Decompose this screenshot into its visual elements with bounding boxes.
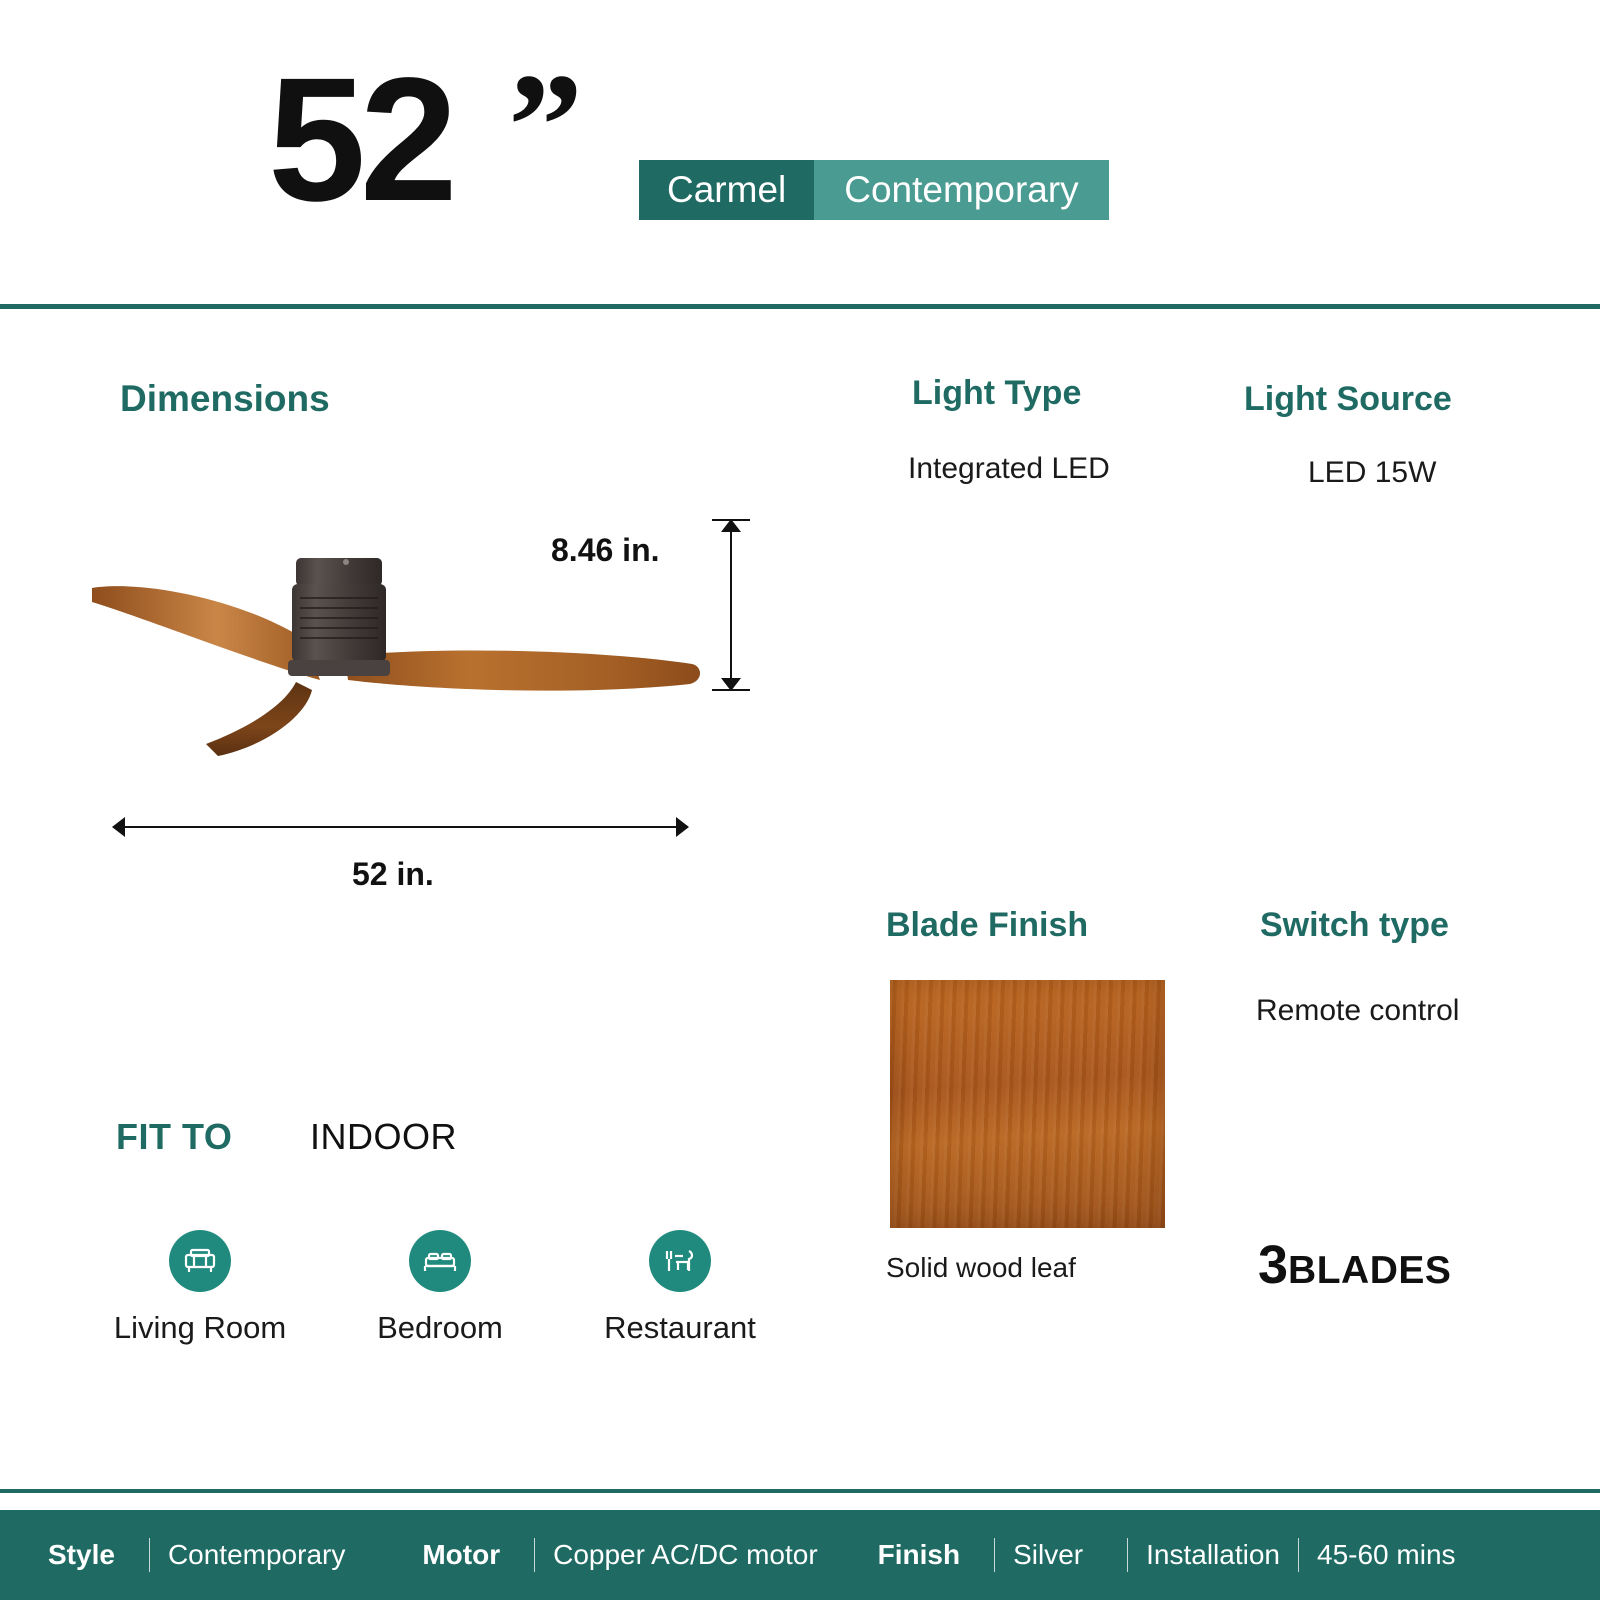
- room-label: Bedroom: [377, 1310, 503, 1345]
- footer-key-style: Style: [48, 1539, 115, 1570]
- footer-spec-bar: [0, 1510, 1600, 1600]
- bed-icon: [409, 1230, 471, 1292]
- style-name: Contemporary: [814, 160, 1108, 220]
- fan-height-label: 8.46 in.: [551, 532, 660, 568]
- footer-divider: [0, 1489, 1600, 1493]
- footer-value-motor: Copper AC/DC motor: [553, 1539, 818, 1570]
- footer-separator: [1127, 1538, 1128, 1572]
- footer-separator: [534, 1538, 535, 1572]
- footer-separator: [149, 1538, 150, 1572]
- light-type-heading: Light Type: [912, 374, 1082, 412]
- fit-to-value: INDOOR: [310, 1116, 457, 1157]
- width-arrow-icon: [113, 826, 688, 828]
- fit-to-label: FIT TO: [116, 1116, 233, 1157]
- height-arrow-icon: [730, 520, 732, 690]
- blade-finish-heading: Blade Finish: [886, 906, 1089, 944]
- fan-size-number: 52: [268, 42, 452, 238]
- dimensions-heading: Dimensions: [120, 378, 330, 419]
- footer-value-installation: 45-60 mins: [1317, 1539, 1456, 1570]
- blade-finish-swatch: [890, 980, 1165, 1228]
- fan-size-unit: ”: [508, 43, 583, 209]
- footer-key-motor: Motor: [422, 1539, 501, 1570]
- header: [0, 0, 1600, 305]
- sofa-icon: [169, 1230, 231, 1292]
- footer-key-finish: Finish: [877, 1539, 961, 1570]
- switch-type-value: Remote control: [1256, 994, 1460, 1027]
- switch-type-heading: Switch type: [1260, 906, 1449, 944]
- footer-value-finish: Silver: [1013, 1539, 1084, 1570]
- footer-separator: [1298, 1538, 1299, 1572]
- header-divider: [0, 304, 1600, 309]
- footer-separator: [994, 1538, 995, 1572]
- blade-count: [1258, 1235, 1452, 1295]
- model-name: Carmel: [639, 160, 814, 220]
- blade-count-number: 3: [1258, 1235, 1289, 1295]
- room-label: Restaurant: [604, 1310, 756, 1345]
- footer-value-style: Contemporary: [167, 1539, 346, 1570]
- blade-count-label: BLADES: [1288, 1249, 1452, 1292]
- room-restaurant: [560, 1230, 800, 1346]
- blade-finish-caption: Solid wood leaf: [886, 1252, 1076, 1283]
- fit-to-rooms: [80, 1230, 810, 1346]
- room-living-room: [80, 1230, 320, 1346]
- room-label: Living Room: [113, 1310, 287, 1345]
- room-bedroom: [320, 1230, 560, 1346]
- fan-width-label: 52 in.: [352, 856, 434, 892]
- light-source-heading: Light Source: [1244, 380, 1452, 418]
- restaurant-table-icon: [649, 1230, 711, 1292]
- model-name-plate: [639, 160, 1109, 220]
- light-source-value: LED 15W: [1308, 456, 1437, 489]
- light-type-value: Integrated LED: [908, 452, 1110, 485]
- footer-key-installation: Installation: [1146, 1539, 1280, 1570]
